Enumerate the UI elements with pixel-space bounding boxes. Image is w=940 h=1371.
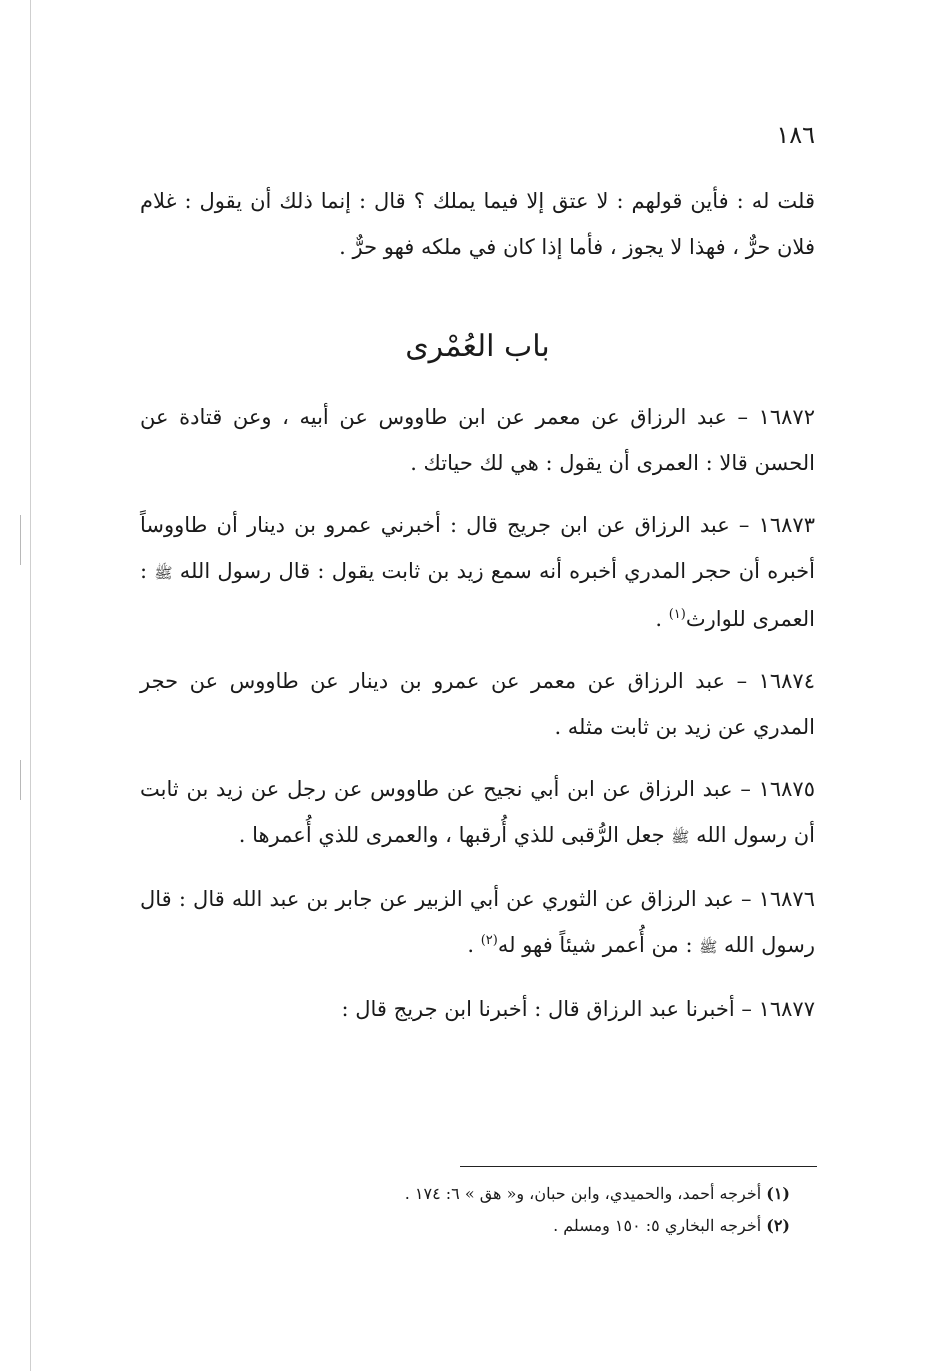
hadith-16875 [140, 766, 815, 860]
hadith-text: أخبرنا عبد الرزاق قال : أخبرنا ابن جريج قال : [341, 997, 735, 1021]
footnote-text: أخرجه أحمد، والحميدي، وابن حبان، و« هق » ٦: ١٧٤ . [404, 1184, 762, 1203]
footnote-2 [250, 1210, 790, 1242]
salla-glyph: ﷺ [671, 828, 690, 846]
hadith-16872 [140, 394, 815, 486]
salla-glyph: ﷺ [154, 564, 173, 582]
hadith-text: عبد الرزاق عن الثوري عن أبي الزبير عن جابر بن عبد الله قال : قال رسول الله [140, 887, 815, 957]
book-page [140, 118, 815, 1048]
hadith-number: ١٦٨٧٣ [758, 513, 815, 537]
dash: – [737, 405, 748, 429]
scan-edge-line [30, 0, 31, 1371]
page-number: ١٨٦ [776, 121, 815, 149]
hadith-16874 [140, 658, 815, 750]
hadith-number: ١٦٨٧٤ [758, 669, 815, 693]
hadith-number: ١٦٨٧٧ [758, 997, 815, 1021]
footnote-ref: (٢) [480, 933, 498, 948]
footnote-ref: (١) [668, 607, 686, 622]
hadith-end: . [655, 607, 669, 631]
hadith-16873 [140, 502, 815, 642]
footnote-number: (١) [766, 1184, 790, 1203]
footnote-separator [460, 1166, 817, 1167]
scan-edge-mark [20, 515, 21, 565]
footnotes [250, 1178, 790, 1242]
hadith-text: عبد الرزاق عن ابن جريج قال : أخبرني عمرو بن دينار أن طاووساً أخبره أن حجر المدري أخبره أنه سمع زيد بن ثابت يقول : قال رسول الله [140, 513, 815, 583]
dash: – [741, 997, 752, 1021]
section-title: باب العُمْرى [405, 329, 550, 364]
hadith-16876 [140, 876, 815, 970]
footnote-1 [250, 1178, 790, 1210]
salla-glyph: ﷺ [699, 938, 718, 956]
footnote-number: (٢) [766, 1216, 790, 1235]
dash: – [736, 669, 748, 693]
dash: – [740, 777, 751, 801]
hadith-text: عبد الرزاق عن ابن أبي نجيح عن طاووس عن رجل عن زيد بن ثابت أن رسول الله [140, 777, 815, 847]
hadith-16877 [140, 986, 815, 1032]
hadith-text: عبد الرزاق عن معمر عن عمرو بن دينار عن طاووس عن حجر المدري عن زيد بن ثابت مثله . [140, 669, 815, 739]
intro-paragraph: قلت له : فأين قولهم : لا عتق إلا فيما يملك ؟ قال : إنما ذلك أن يقول : غلام فلان حرٌّ ، فهذا لا يجوز ، فأما إذا كان في ملكه فهو حرٌّ . [140, 189, 815, 259]
dash: – [738, 513, 750, 537]
footnote-text: أخرجه البخاري ٥: ١٥٠ ومسلم . [553, 1216, 762, 1235]
hadith-end: . [467, 933, 481, 957]
hadith-text-cont: جعل الرُّقبى للذي أُرقبها ، والعمرى للذي أُعمرها . [238, 823, 665, 847]
dash: – [740, 887, 752, 911]
hadith-text: عبد الرزاق عن معمر عن ابن طاووس عن أبيه ، وعن قتادة عن الحسن قالا : العمرى أن يقول : هي لك حياتك . [140, 405, 815, 475]
hadith-number: ١٦٨٧٥ [758, 777, 815, 801]
hadith-text-cont: : من أُعمر شيئاً فهو له [497, 933, 693, 957]
hadith-text-cont: : العمرى للوارث [140, 559, 815, 631]
hadith-number: ١٦٨٧٢ [758, 405, 815, 429]
scan-edge-mark [20, 760, 21, 800]
hadith-number: ١٦٨٧٦ [758, 887, 815, 911]
